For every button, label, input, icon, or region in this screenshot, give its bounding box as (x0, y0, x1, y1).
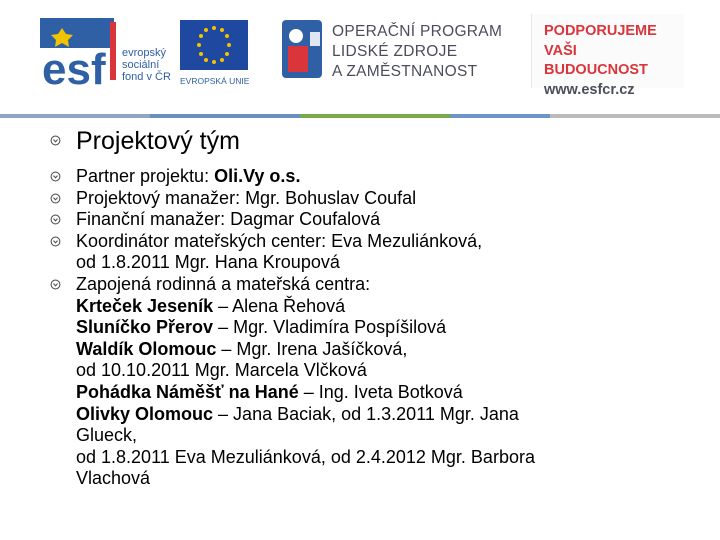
circle-bullet-icon (50, 279, 61, 290)
center-name: Olivky Olomouc (76, 403, 214, 424)
center-olivky (76, 404, 710, 426)
esf-text-line-3: fond v ČR (122, 71, 171, 83)
eu-label: EVROPSKÁ UNIE (180, 76, 250, 86)
logo-banner (40, 14, 683, 98)
center-contact: – Mgr. Irena Jašíčková, (216, 338, 408, 359)
op-lzz-logo (280, 14, 530, 88)
circle-bullet-icon (50, 193, 61, 204)
pod-line-1: PODPORUJEME (544, 23, 657, 39)
slide-title: Projektový tým (76, 127, 240, 155)
content-list (50, 126, 710, 490)
circle-bullet-icon (50, 135, 61, 146)
center-contact: – Mgr. Vladimíra Pospíšilová (213, 317, 447, 338)
financial-manager: Finanční manažer: Dagmar Coufalová (76, 209, 381, 230)
accent-bar-5 (550, 114, 720, 118)
center-name: Krteček Jeseník (76, 295, 214, 316)
pod-line-2: VAŠI BUDOUCNOST (544, 42, 648, 78)
esf-text-line-1: evropský (122, 47, 167, 59)
list-item (50, 166, 710, 188)
op-line-3: A ZAMĚSTNANOST (332, 63, 478, 80)
center-slunicko (76, 317, 710, 339)
center-olivky-line-4: Vlachová (76, 468, 151, 489)
project-manager: Projektový manažer: Mgr. Bohuslav Coufal (76, 187, 417, 208)
accent-bar-3 (300, 114, 450, 118)
slide-title-item (50, 126, 710, 156)
center-contact: – Alena Řehová (213, 295, 346, 316)
center-waldik (76, 339, 710, 361)
circle-bullet-icon (50, 236, 61, 247)
op-emblem-icon (280, 14, 328, 88)
list-item (50, 188, 710, 210)
accent-bar-2 (150, 114, 300, 118)
podporujeme-panel (531, 14, 684, 98)
circle-bullet-icon (50, 171, 61, 182)
center-pohadka (76, 382, 710, 404)
partner-name: Oli.Vy o.s. (214, 166, 301, 186)
list-item (50, 274, 710, 490)
center-name: Sluníčko Přerov (76, 317, 214, 338)
list-item (50, 209, 710, 231)
esf-emblem-icon (40, 14, 280, 88)
center-name: Waldík Olomouc (76, 338, 217, 359)
center-contact: – Jana Baciak, od 1.3.2011 Mgr. Jana (213, 403, 519, 424)
op-line-1: OPERAČNÍ PROGRAM (332, 23, 503, 40)
op-line-2: LIDSKÉ ZDROJE (332, 43, 458, 60)
center-krtecek (76, 296, 710, 318)
center-olivky-line-2: Glueck, (76, 425, 138, 446)
partner-label: Partner projektu: (76, 166, 215, 186)
centers-heading: Zapojená rodinná a mateřská centra: (76, 273, 371, 294)
center-contact: – Ing. Iveta Botková (298, 381, 463, 402)
coordinator-line-1: Koordinátor mateřských center: Eva Mezuliánková, (76, 230, 483, 251)
pod-website: www.esfcr.cz (544, 81, 635, 98)
accent-bar-1 (0, 114, 150, 118)
coordinator-line-2: od 1.8.2011 Mgr. Hana Kroupová (76, 252, 340, 273)
esf-logo (40, 14, 280, 88)
center-name: Pohádka Náměšť na Hané (76, 381, 299, 402)
svg-text:esf: esf (42, 45, 106, 88)
circle-bullet-icon (50, 214, 61, 225)
accent-bar-4 (450, 114, 550, 118)
esf-text-line-2: sociální (122, 59, 160, 71)
center-waldik-line-2: od 10.10.2011 Mgr. Marcela Vlčková (76, 360, 367, 381)
list-item (50, 231, 710, 274)
center-olivky-line-3: od 1.8.2011 Eva Mezuliánková, od 2.4.2012 Mgr. Barbora (76, 446, 535, 467)
